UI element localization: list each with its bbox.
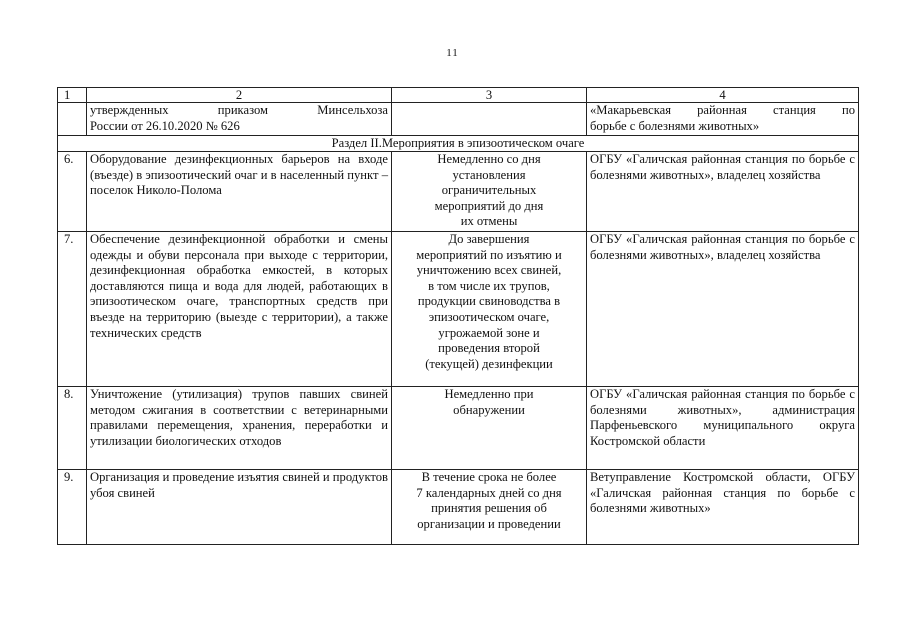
row-number: 8. xyxy=(58,387,87,470)
table-row xyxy=(58,387,859,470)
row-term xyxy=(392,152,587,232)
row-term xyxy=(392,470,587,545)
continuation-action-line: утвержденных приказом Минсельхоза xyxy=(90,103,388,117)
header-cell-2: 2 xyxy=(87,88,392,103)
row-responsible: ОГБУ «Галичская районная станция по борьбе с болезнями животных», владелец хозяйства xyxy=(587,232,859,387)
header-cell-1: 1 xyxy=(58,88,87,103)
term-line: принятия решения об xyxy=(431,501,547,516)
continuation-row xyxy=(58,103,859,136)
term-line: мероприятий до дня xyxy=(434,198,544,213)
row-term xyxy=(392,232,587,387)
row-responsible: ОГБУ «Галичская районная станция по борьбе с болезнями животных», администрация Парфеньевского муниципального округа Костромской области xyxy=(587,387,859,470)
row-term xyxy=(392,387,587,470)
term-line: мероприятий по изъятию и xyxy=(416,247,562,262)
term-line: Немедленно при xyxy=(444,387,534,401)
page-number: 11 xyxy=(446,47,459,59)
term-line: уничтожению всех свиней, xyxy=(416,263,562,278)
term-line: ограничительных xyxy=(441,183,537,198)
term-line: в том числе их трупов, xyxy=(428,278,550,293)
row-number: 9. xyxy=(58,470,87,545)
continuation-responsible-cell xyxy=(587,103,859,136)
header-cell-3: 3 xyxy=(392,88,587,103)
section-row xyxy=(58,136,859,152)
continuation-num-cell xyxy=(58,103,87,136)
term-line: угрожаемой зоне и xyxy=(438,325,540,340)
term-line: обнаружении xyxy=(453,402,525,417)
term-line: (текущей) дезинфекции xyxy=(425,356,553,371)
continuation-responsible-line: борьбе с болезнями животных» xyxy=(590,118,760,133)
table-row xyxy=(58,152,859,232)
row-action: Оборудование дезинфекционных барьеров на входе (въезде) в эпизоотический очаг и в населенный пункт – поселок Николо-Полома xyxy=(87,152,392,232)
term-line: продукции свиноводства в xyxy=(417,294,561,309)
row-action: Организация и проведение изъятия свиней и продуктов убоя свиней xyxy=(87,470,392,545)
term-line: 7 календарных дней со дня xyxy=(416,485,562,500)
term-line: их отмены xyxy=(460,214,518,229)
table-row xyxy=(58,470,859,545)
row-responsible: Ветуправление Костромской области, ОГБУ «Галичская районная станция по борьбе с болезнями животных» xyxy=(587,470,859,545)
term-line: Немедленно со дня xyxy=(437,152,541,166)
continuation-responsible-line: «Макарьевская районная станция по xyxy=(590,103,855,117)
term-line: До завершения xyxy=(448,232,530,246)
row-number: 6. xyxy=(58,152,87,232)
table-row xyxy=(58,232,859,387)
term-line: установления xyxy=(452,167,526,182)
term-line: эпизоотическом очаге, xyxy=(428,309,550,324)
header-cell-4: 4 xyxy=(587,88,859,103)
measures-table xyxy=(57,87,859,545)
term-line: В течение срока не более xyxy=(421,470,557,484)
term-line: организации и проведении xyxy=(417,516,561,531)
row-action: Обеспечение дезинфекционной обработки и смены одежды и обуви персонала при выходе с территории, дезинфекционная обработка емкостей, в которых доставляются пища и вода для людей, работающих в эпизоотическом очаге, транспортных средств при въезде на территорию (выезде с территории), а также технических средств xyxy=(87,232,392,387)
continuation-action-cell xyxy=(87,103,392,136)
row-responsible: ОГБУ «Галичская районная станция по борьбе с болезнями животных», владелец хозяйства xyxy=(587,152,859,232)
row-number: 7. xyxy=(58,232,87,387)
continuation-action-line: России от 26.10.2020 № 626 xyxy=(90,118,240,133)
section-title: Раздел II.Мероприятия в эпизоотическом очаге xyxy=(58,136,859,152)
row-action: Уничтожение (утилизация) трупов павших свиней методом сжигания в соответствии с ветеринарными правилами перемещения, хранения, переработки и утилизации биологических отходов xyxy=(87,387,392,470)
table-header-row xyxy=(58,88,859,103)
continuation-term-cell xyxy=(392,103,587,136)
term-line: проведения второй xyxy=(438,341,540,356)
